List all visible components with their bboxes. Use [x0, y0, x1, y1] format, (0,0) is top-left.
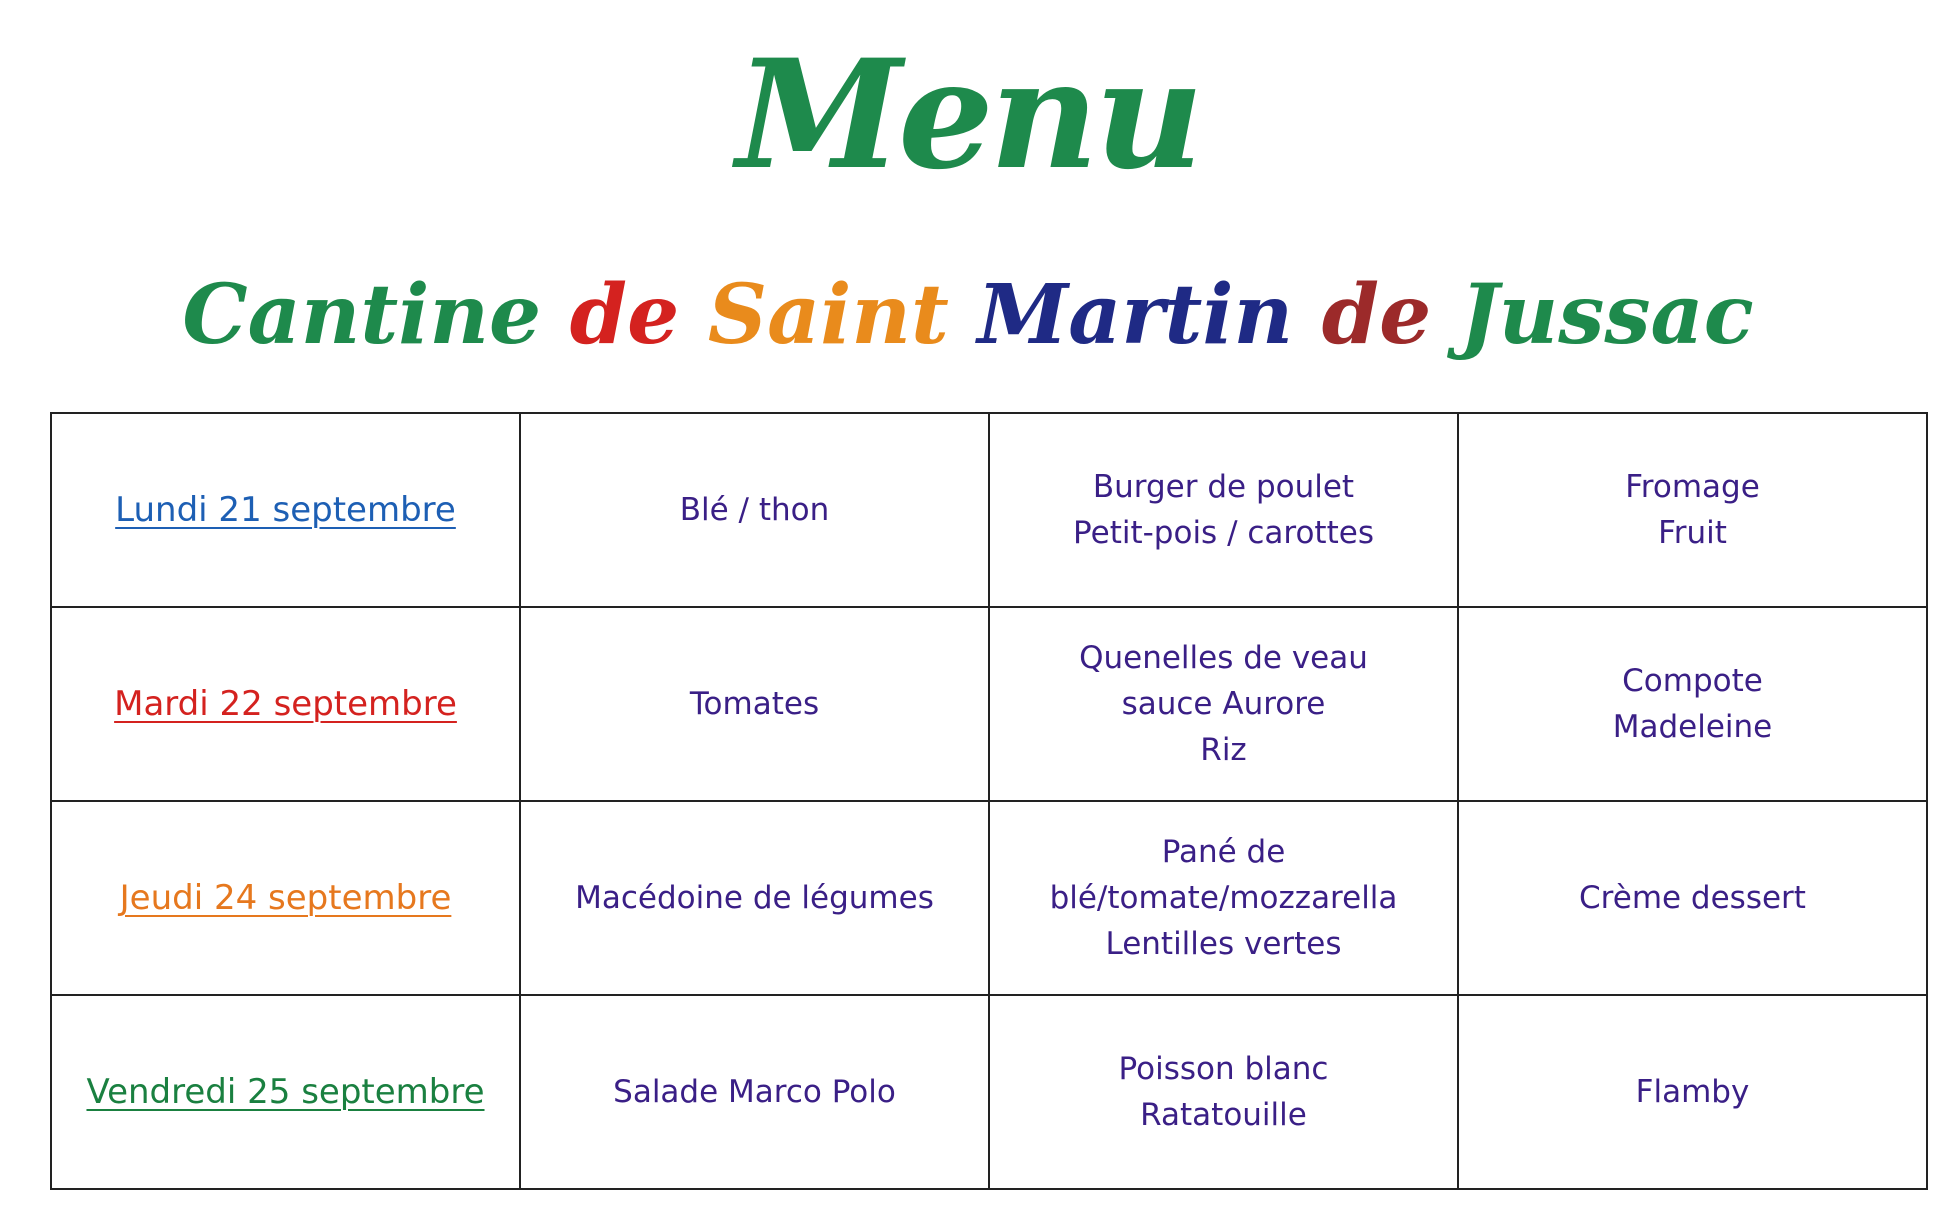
day-cell — [51, 413, 520, 607]
canteen-name-word: de — [1321, 267, 1432, 363]
dessert-cell — [1458, 607, 1927, 801]
dish-line: Riz — [1200, 732, 1247, 768]
dish-line: Compote — [1622, 663, 1763, 699]
canteen-name-word: Martin — [977, 267, 1294, 363]
dish-line: sauce Aurore — [1121, 686, 1326, 722]
dish-line: Fruit — [1658, 515, 1727, 551]
dish-line: Tomates — [689, 686, 820, 722]
dish-line: Pané de — [1161, 834, 1286, 870]
menu-row — [51, 801, 1927, 995]
starter-cell — [520, 607, 989, 801]
starter-cell — [520, 995, 989, 1189]
dessert-cell — [1458, 801, 1927, 995]
starter-cell — [520, 413, 989, 607]
day-label: Mardi 22 septembre — [114, 684, 457, 724]
menu-row — [51, 995, 1927, 1189]
day-cell — [51, 801, 520, 995]
dish-line: Burger de poulet — [1092, 469, 1355, 505]
dish-line: Salade Marco Polo — [613, 1074, 896, 1110]
menu-row — [51, 413, 1927, 607]
menu-table — [50, 412, 1928, 1190]
main-course-cell — [989, 995, 1458, 1189]
canteen-name-word: de — [569, 267, 680, 363]
dish-line: Blé / thon — [679, 492, 830, 528]
dish-line: Quenelles de veau — [1079, 640, 1368, 676]
dish-line: Lentilles vertes — [1105, 926, 1342, 962]
day-label: Jeudi 24 septembre — [119, 878, 452, 918]
dish-line: Poisson blanc — [1118, 1051, 1329, 1087]
starter-cell — [520, 801, 989, 995]
dish-line: blé/tomate/mozzarella — [1049, 880, 1398, 916]
menu-row — [51, 607, 1927, 801]
main-course-cell — [989, 801, 1458, 995]
dish-line: Petit-pois / carottes — [1073, 515, 1374, 551]
canteen-name — [0, 250, 1936, 380]
dish-line: Macédoine de légumes — [575, 880, 934, 916]
menu-table-body — [51, 413, 1927, 1189]
dessert-cell — [1458, 995, 1927, 1189]
day-cell — [51, 995, 520, 1189]
day-label: Lundi 21 septembre — [115, 490, 456, 530]
canteen-name-word: Jussac — [1459, 267, 1754, 363]
canteen-name-word: Saint — [707, 267, 949, 363]
main-course-cell — [989, 607, 1458, 801]
day-cell — [51, 607, 520, 801]
main-course-cell — [989, 413, 1458, 607]
dessert-cell — [1458, 413, 1927, 607]
dish-line: Ratatouille — [1140, 1097, 1307, 1133]
dish-line: Fromage — [1625, 469, 1760, 505]
dish-line: Madeleine — [1612, 709, 1773, 745]
day-label: Vendredi 25 septembre — [86, 1072, 485, 1112]
menu-title: Menu — [736, 27, 1200, 203]
dish-line: Crème dessert — [1579, 880, 1806, 916]
dish-line: Flamby — [1635, 1074, 1750, 1110]
canteen-name-word: Cantine — [182, 267, 542, 363]
